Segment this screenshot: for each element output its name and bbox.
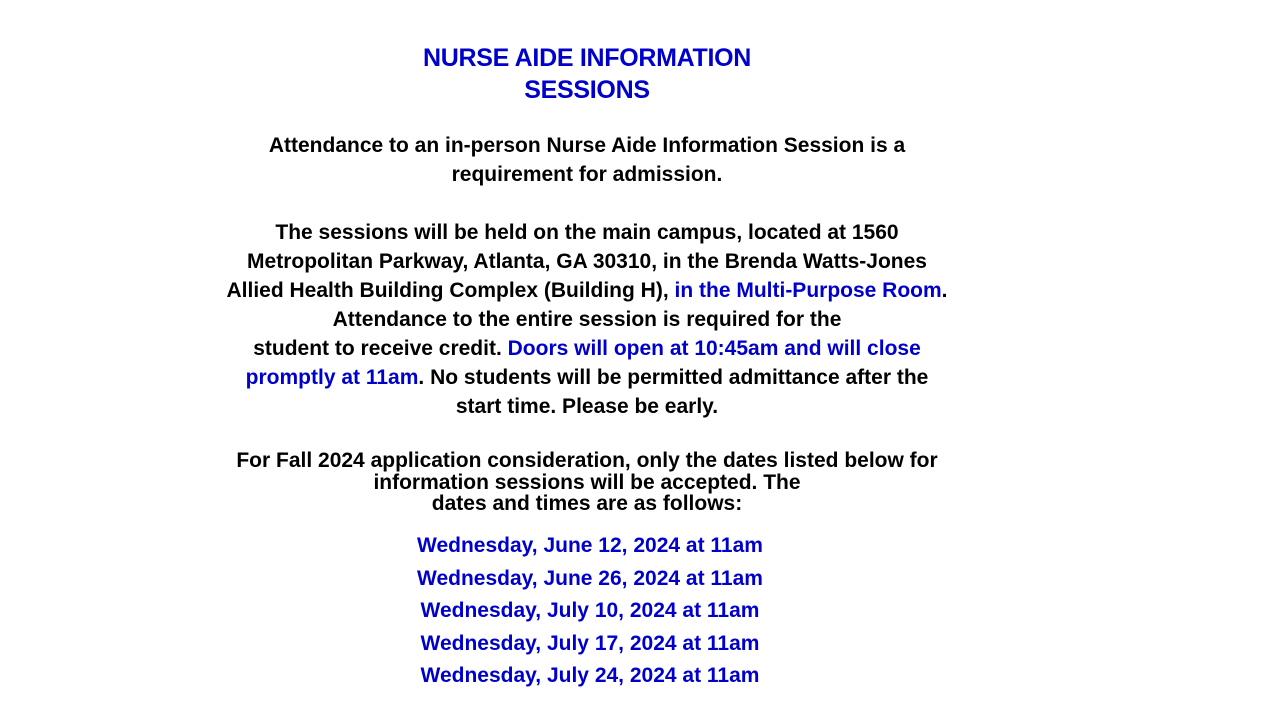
building-text: Allied Health Building Complex (Building H), — [226, 279, 675, 302]
session-date: Wednesday, July 24, 2024 at 11am — [420, 664, 760, 688]
credit-text: student to receive credit. — [253, 337, 508, 360]
schedule-intro-line-2: information sessions will be accepted. The — [373, 471, 801, 494]
doors-close-highlight: promptly at 11am — [245, 366, 419, 389]
location-paragraph — [160, 218, 1014, 421]
location-line-4: Attendance to the entire session is required for the — [332, 308, 842, 331]
doors-open-highlight: Doors will open at 10:45am and will close — [507, 337, 921, 360]
title-line-2: SESSIONS — [524, 76, 650, 104]
room-highlight: in the Multi-Purpose Room — [674, 279, 942, 302]
schedule-intro-line-3: dates and times are as follows: — [431, 492, 743, 515]
schedule-intro-paragraph — [160, 449, 1014, 514]
location-line-2: Metropolitan Parkway, Atlanta, GA 30310, in the Brenda Watts-Jones — [247, 250, 927, 273]
page-title — [387, 42, 787, 106]
location-line-1: The sessions will be held on the main campus, located at 1560 — [275, 221, 899, 244]
session-date: Wednesday, July 10, 2024 at 11am — [420, 599, 760, 623]
requirement-line-1: Attendance to an in-person Nurse Aide Information Session is a — [268, 134, 906, 157]
admittance-text: . No students will be permitted admittance after the — [418, 366, 929, 389]
requirement-paragraph — [160, 132, 1014, 189]
location-line-7: start time. Please be early. — [455, 395, 719, 418]
session-date: Wednesday, June 26, 2024 at 11am — [417, 566, 763, 590]
location-line-5 — [160, 334, 1014, 363]
schedule-intro-line-1: For Fall 2024 application consideration, only the dates listed below for — [236, 449, 938, 472]
requirement-line-2: requirement for admission. — [451, 162, 723, 186]
title-line-1: NURSE AIDE INFORMATION — [422, 44, 752, 72]
session-date: Wednesday, June 12, 2024 at 11am — [417, 534, 763, 557]
period-text: . — [941, 279, 948, 302]
location-line-3 — [160, 276, 1014, 305]
session-date: Wednesday, July 17, 2024 at 11am — [420, 631, 760, 655]
session-dates-list — [290, 530, 890, 693]
location-line-6 — [160, 363, 1014, 392]
